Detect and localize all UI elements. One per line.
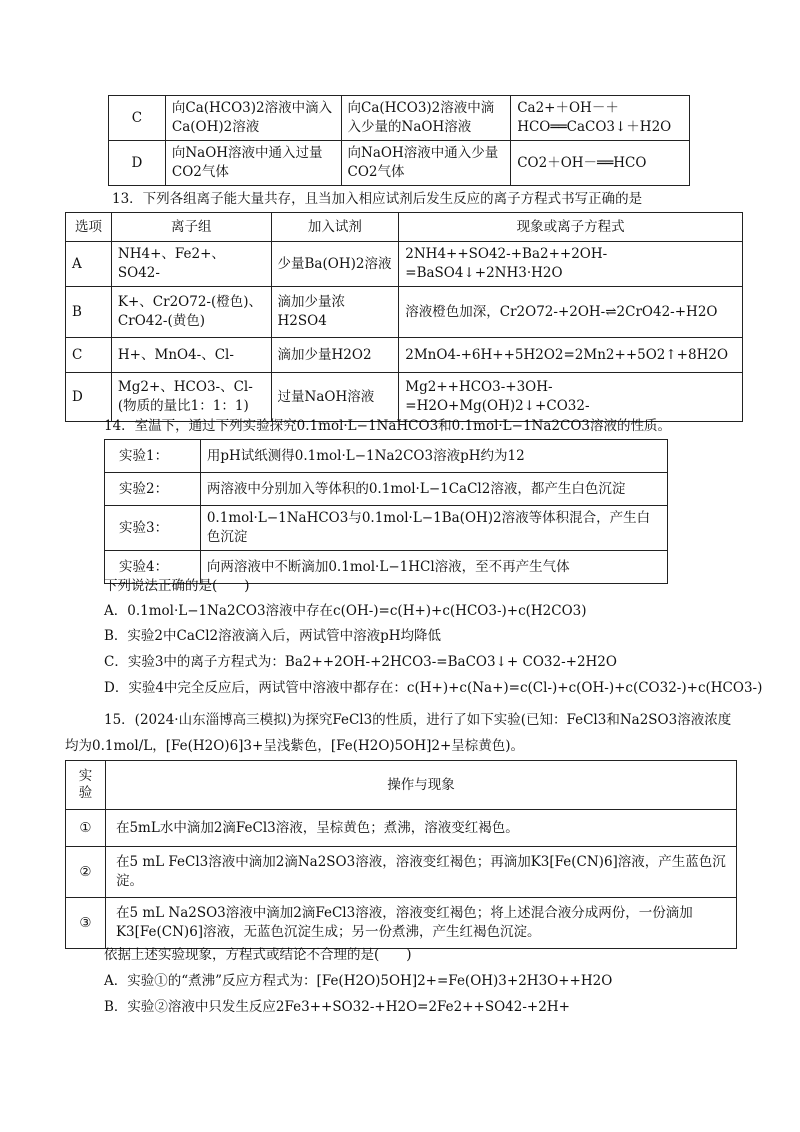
- table-row: [105, 506, 668, 551]
- reagent-cell: 少量Ba(OH)2溶液: [271, 242, 399, 287]
- reagent-cell: 滴加少量H2O2: [271, 338, 399, 373]
- q15-table: [65, 760, 737, 949]
- equation-cell: Ca2+＋OH－＋HCO══CaCO3↓＋H2O: [511, 96, 690, 141]
- experiment-desc: 两溶液中分别加入等体积的0.1mol·L−1CaCl2溶液，都产生白色沉淀: [200, 473, 667, 506]
- option-cell: B: [66, 287, 112, 338]
- operation-cell: 向NaOH溶液中通入少量CO2气体: [341, 141, 511, 186]
- table-row: [109, 141, 690, 186]
- q14-option-a: A．0.1mol·L−1Na2CO3溶液中存在c(OH-)=c(H+)+c(HCO3-)+c(H2CO3): [104, 603, 587, 619]
- table-row: [109, 96, 690, 141]
- q13-table: [65, 212, 743, 422]
- q14-option-b: B．实验2中CaCl2溶液滴入后，两试管中溶液pH均降低: [104, 628, 442, 644]
- q15-stem-line1: 15．(2024·山东淄博高三模拟)为探究FeCl3的性质，进行了如下实验(已知：FeCl3和Na2SO3溶液浓度: [104, 712, 732, 728]
- header-operation: 操作与现象: [105, 761, 736, 810]
- table-row: [105, 473, 668, 506]
- header-option: 选项: [66, 213, 112, 242]
- experiment-number: ②: [66, 847, 106, 898]
- table-row: [66, 810, 737, 847]
- ions-cell: H+、MnO4-、Cl-: [111, 338, 271, 373]
- experiment-number: ①: [66, 810, 106, 847]
- table-row: [66, 373, 743, 422]
- equation-cell: CO2＋OH－══HCO: [511, 141, 690, 186]
- operation-cell: 向Ca(HCO3)2溶液中滴入Ca(OH)2溶液: [165, 96, 341, 141]
- q15-option-a: A．实验①的“煮沸”反应方程式为：[Fe(H2O)5OH]2+=Fe(OH)3+2H3O++H2O: [104, 973, 613, 989]
- q15-stem-line2: 均为0.1mol/L，[Fe(H2O)6]3+呈浅紫色，[Fe(H2O)5OH]2+呈棕黄色)。: [65, 738, 525, 754]
- ions-cell: K+、Cr2O72-(橙色)、CrO42-(黄色): [111, 287, 271, 338]
- equation-cell: 2MnO4-+6H++5H2O2=2Mn2++5O2↑+8H2O: [399, 338, 743, 373]
- experiment-name: 实验1：: [105, 440, 201, 473]
- experiment-desc: 在5 mL FeCl3溶液中滴加2滴Na2SO3溶液，溶液变红褐色；再滴加K3[Fe(CN)6]溶液，产生蓝色沉淀。: [105, 847, 736, 898]
- table-header-row: [66, 213, 743, 242]
- q13-stem: 13．下列各组离子能大量共存，且当加入相应试剂后发生反应的离子方程式书写正确的是: [112, 191, 643, 207]
- table-row: [66, 242, 743, 287]
- q14-stem: 14．室温下，通过下列实验探究0.1mol·L−1NaHCO3和0.1mol·L−1Na2CO3溶液的性质。: [104, 418, 671, 434]
- q15-prompt: 依据上述实验现象，方程式或结论不合理的是( ): [104, 947, 412, 963]
- experiment-desc: 用pH试纸测得0.1mol·L−1Na2CO3溶液pH约为12: [200, 440, 667, 473]
- experiment-name: 实验3：: [105, 506, 201, 551]
- operation-cell: 向NaOH溶液中通入过量CO2气体: [165, 141, 341, 186]
- equation-cell: 2NH4++SO42-+Ba2++2OH-=BaSO4↓+2NH3·H2O: [399, 242, 743, 287]
- option-cell: D: [109, 141, 166, 186]
- ions-cell: Mg2+、HCO3-、Cl-(物质的量比1：1：1): [111, 373, 271, 422]
- table-header-row: [66, 761, 737, 810]
- equation-cell: Mg2++HCO3-+3OH-=H2O+Mg(OH)2↓+CO32-: [399, 373, 743, 422]
- option-cell: C: [109, 96, 166, 141]
- q14-prompt: 下列说法正确的是( ): [104, 578, 250, 594]
- experiment-name: 实验4：: [105, 551, 201, 584]
- table-row: [66, 287, 743, 338]
- experiment-desc: 在5mL水中滴加2滴FeCl3溶液，呈棕黄色；煮沸，溶液变红褐色。: [105, 810, 736, 847]
- table-row: [66, 898, 737, 949]
- previous-question-table: [108, 95, 690, 186]
- experiment-desc: 向两溶液中不断滴加0.1mol·L−1HCl溶液，至不再产生气体: [200, 551, 667, 584]
- table-row: [66, 338, 743, 373]
- option-cell: C: [66, 338, 112, 373]
- experiment-desc: 在5 mL Na2SO3溶液中滴加2滴FeCl3溶液，溶液变红褐色；将上述混合液分成两份，一份滴加K3[Fe(CN)6]溶液，无蓝色沉淀生成；另一份煮沸，产生红褐色沉淀。: [105, 898, 736, 949]
- experiment-name: 实验2：: [105, 473, 201, 506]
- header-equation: 现象或离子方程式: [399, 213, 743, 242]
- experiment-number: ③: [66, 898, 106, 949]
- q14-option-c: C．实验3中的离子方程式为：Ba2++2OH-+2HCO3-=BaCO3↓+ CO32-+2H2O: [104, 654, 617, 670]
- reagent-cell: 过量NaOH溶液: [271, 373, 399, 422]
- q14-table: [104, 439, 668, 584]
- option-cell: A: [66, 242, 112, 287]
- q14-option-d: D．实验4中完全反应后，两试管中溶液中都存在：c(H+)+c(Na+)=c(Cl-)+c(OH-)+c(CO32-)+c(HCO3-): [104, 680, 763, 696]
- table-row: [66, 847, 737, 898]
- q15-option-b: B．实验②溶液中只发生反应2Fe3++SO32-+H2O=2Fe2++SO42-+2H+: [104, 999, 570, 1015]
- reagent-cell: 滴加少量浓H2SO4: [271, 287, 399, 338]
- table-row: [105, 440, 668, 473]
- equation-cell: 溶液橙色加深，Cr2O72-+2OH-⇌2CrO42-+H2O: [399, 287, 743, 338]
- header-ions: 离子组: [111, 213, 271, 242]
- header-experiment: 实 验: [66, 761, 106, 810]
- operation-cell: 向Ca(HCO3)2溶液中滴入少量的NaOH溶液: [341, 96, 511, 141]
- experiment-desc: 0.1mol·L−1NaHCO3与0.1mol·L−1Ba(OH)2溶液等体积混合，产生白色沉淀: [200, 506, 667, 551]
- header-reagent: 加入试剂: [271, 213, 399, 242]
- ions-cell: NH4+、Fe2+、SO42-: [111, 242, 271, 287]
- option-cell: D: [66, 373, 112, 422]
